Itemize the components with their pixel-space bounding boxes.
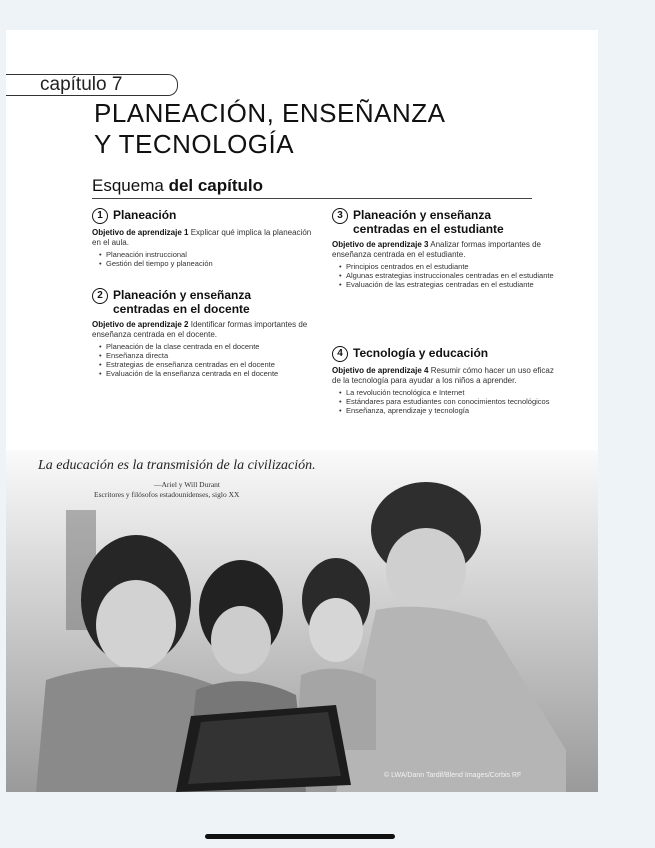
section-number: 1 — [92, 208, 108, 224]
title-line: centradas en el docente — [113, 302, 250, 316]
topic-list — [106, 250, 322, 268]
list-item: • Planeación instruccional — [106, 250, 322, 259]
learning-objective — [332, 240, 562, 260]
objective-label: Objetivo de aprendizaje 4 — [332, 366, 429, 375]
title-line-2: Y TECNOLOGÍA — [94, 129, 295, 159]
chapter-label: capítulo 7 — [6, 74, 178, 96]
learning-objective — [92, 320, 322, 340]
list-item: • Enseñanza directa — [106, 351, 322, 360]
quote-author: —Ariel y Will Durant — [154, 480, 221, 489]
topic-list — [106, 342, 322, 378]
book-page — [6, 30, 598, 792]
section-number: 2 — [92, 288, 108, 304]
section-number: 3 — [332, 208, 348, 224]
list-item: • Evaluación de la enseñanza centrada en el docente — [106, 369, 322, 378]
learning-objective — [92, 228, 322, 248]
objective-label: Objetivo de aprendizaje 2 — [92, 320, 189, 329]
list-item: • Estándares para estudiantes con conocimientos tecnológicos — [346, 397, 562, 406]
section-1-title — [92, 208, 322, 224]
section-title-text: Tecnología y educación — [353, 346, 489, 360]
home-indicator[interactable] — [205, 834, 395, 839]
section-4 — [332, 346, 562, 415]
section-title-text — [353, 208, 504, 236]
section-title-text — [113, 288, 251, 316]
objective-label: Objetivo de aprendizaje 3 — [332, 240, 429, 249]
section-1 — [92, 208, 322, 268]
title-line-1: PLANEACIÓN, ENSEÑANZA — [94, 98, 446, 128]
outline-heading-bold: del capítulo — [168, 176, 264, 195]
list-item: • Evaluación de las estrategias centradas en el estudiante — [346, 280, 562, 289]
topic-list — [346, 388, 562, 415]
list-item: • Enseñanza, aprendizaje y tecnología — [346, 406, 562, 415]
section-3-title — [332, 208, 562, 236]
chapter-title — [94, 98, 514, 160]
objective-label: Objetivo de aprendizaje 1 — [92, 228, 189, 237]
list-item: • Gestión del tiempo y planeación — [106, 259, 322, 268]
list-item: • La revolución tecnológica e Internet — [346, 388, 562, 397]
objective-text: Resumir cómo hacer un uso eficaz de la tecnología para ayudar a los niños a aprender. — [332, 366, 554, 385]
title-line: Planeación y enseñanza — [113, 288, 252, 302]
outline-heading — [92, 176, 532, 199]
list-item: • Algunas estrategias instruccionales centradas en el estudiante — [346, 271, 562, 280]
list-item: • Planeación de la clase centrada en el docente — [106, 342, 322, 351]
quote-author-description: Escritores y filósofos estadounidenses, siglo XX — [94, 490, 240, 499]
objective-text: Identificar formas importantes de enseñanza centrada en el docente. — [92, 320, 308, 339]
title-line: Planeación y enseñanza — [353, 208, 492, 222]
section-title-text: Planeación — [113, 208, 177, 222]
list-item: • Principios centrados en el estudiante — [346, 262, 562, 271]
objective-text: Analizar formas importantes de enseñanza centrada en el estudiante. — [332, 240, 541, 259]
learning-objective — [332, 366, 562, 386]
list-item: • Estrategias de enseñanza centradas en el docente — [106, 360, 322, 369]
outline-heading-light: Esquema — [92, 176, 164, 195]
section-2 — [92, 288, 322, 378]
topic-list — [346, 262, 562, 289]
classroom-photo-illustration — [6, 450, 598, 792]
epigraph-quote: La educación es la transmisión de la civilización. — [38, 458, 316, 473]
objective-text: Explicar qué implica la planeación en el aula. — [92, 228, 312, 247]
section-4-title — [332, 346, 562, 362]
section-number: 4 — [332, 346, 348, 362]
photo-credit: © LWA/Dann Tardif/Blend Images/Corbis RF — [384, 772, 522, 779]
classroom-photo — [6, 450, 598, 792]
section-2-title — [92, 288, 322, 316]
title-line: centradas en el estudiante — [353, 222, 504, 236]
section-3 — [332, 208, 562, 289]
